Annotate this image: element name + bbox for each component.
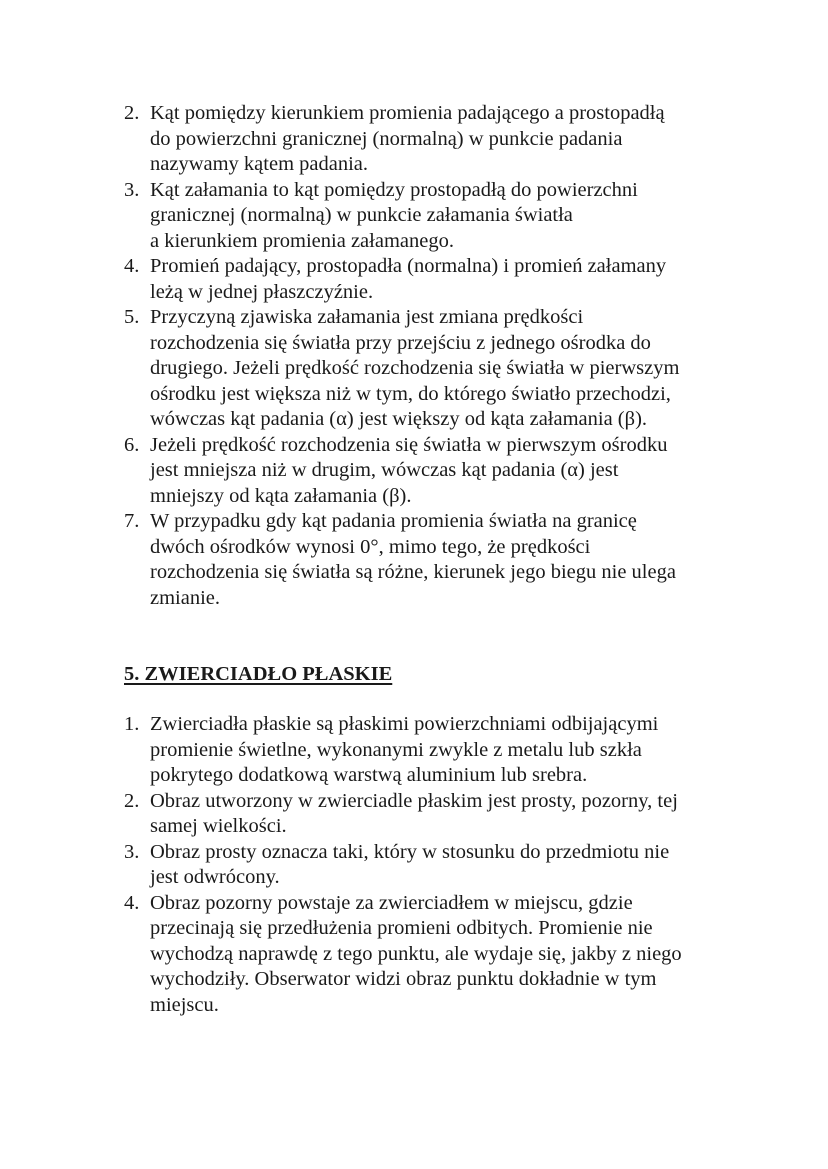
list-item-number: 5.	[124, 306, 140, 328]
list-item-text: W przypadku gdy kąt padania promienia światła na granicę dwóch ośrodków wynosi 0°, mimo tego, że prędkości rozchodzenia się światła są różne, kierunek jego biegu nie ulega zmianie.	[150, 510, 676, 609]
list-item	[124, 101, 744, 178]
list-item	[124, 840, 744, 891]
list-item-number: 2.	[124, 789, 140, 812]
list-item-text: Przyczyną zjawiska załamania jest zmiana prędkości rozchodzenia się światła przy przejściu z jednego ośrodka do drugiego. Jeżeli prędkość rozchodzenia się światła w pierwszym ośrodku jest większa niż w tym, do którego światło przechodzi, wówczas kąt padania (α) jest większy od kąta załamania (β).	[150, 306, 680, 430]
list-item	[124, 789, 744, 840]
plane-mirror-list	[124, 712, 744, 1018]
list-item-number: 3.	[124, 840, 140, 863]
refraction-laws-list	[124, 101, 744, 611]
list-item-number: 4.	[124, 891, 140, 914]
list-item-text: Obraz prosty oznacza taki, który w stosunku do przedmiotu nie jest odwrócony.	[150, 840, 670, 888]
list-item	[124, 178, 744, 255]
list-item-text: Kąt załamania to kąt pomiędzy prostopadłą do powierzchni granicznej (normalną) w punkcie załamania światła a kierunkiem promienia załamanego.	[150, 178, 638, 252]
list-item	[124, 433, 744, 510]
list-item-text: Kąt pomiędzy kierunkiem promienia padającego a prostopadłą do powierzchni granicznej (normalną) w punkcie padania nazywamy kątem padania.	[150, 102, 665, 175]
list-item-text: Obraz pozorny powstaje za zwierciadłem w miejscu, gdzie przecinają się przedłużenia promieni odbitych. Promienie nie wychodzą naprawdę z tego punktu, ale wydaje się, jakby z niego wychodziły. Obserwator widzi obraz punktu dokładnie w tym miejscu.	[150, 891, 682, 1016]
list-item-text: Jeżeli prędkość rozchodzenia się światła w pierwszym ośrodku jest mniejsza niż w drugim, wówczas kąt padania (α) jest mniejszy od kąta załamania (β).	[150, 433, 668, 507]
list-item	[124, 254, 744, 305]
list-item-number: 6.	[124, 433, 140, 456]
list-item-text: Promień padający, prostopadła (normalna) i promień załamany leżą w jednej płaszczyźnie.	[150, 255, 667, 303]
list-item	[124, 891, 744, 1019]
list-item	[124, 509, 744, 611]
list-item-text: Obraz utworzony w zwierciadle płaskim jest prosty, pozorny, tej samej wielkości.	[150, 789, 678, 837]
list-item	[124, 712, 744, 789]
section-heading: 5. ZWIERCIADŁO PŁASKIE	[124, 663, 393, 685]
list-item-number: 3.	[124, 178, 140, 201]
list-item-number: 2.	[124, 102, 140, 124]
list-item-number: 1.	[124, 713, 140, 735]
list-item-number: 4.	[124, 255, 140, 277]
list-item	[124, 305, 744, 433]
list-item-text: Zwierciadła płaskie są płaskimi powierzchniami odbijającymi promienie świetlne, wykonanymi zwykle z metalu lub szkła pokrytego dodatkową warstwą aluminium lub srebra.	[150, 713, 659, 786]
list-item-number: 7.	[124, 510, 140, 532]
